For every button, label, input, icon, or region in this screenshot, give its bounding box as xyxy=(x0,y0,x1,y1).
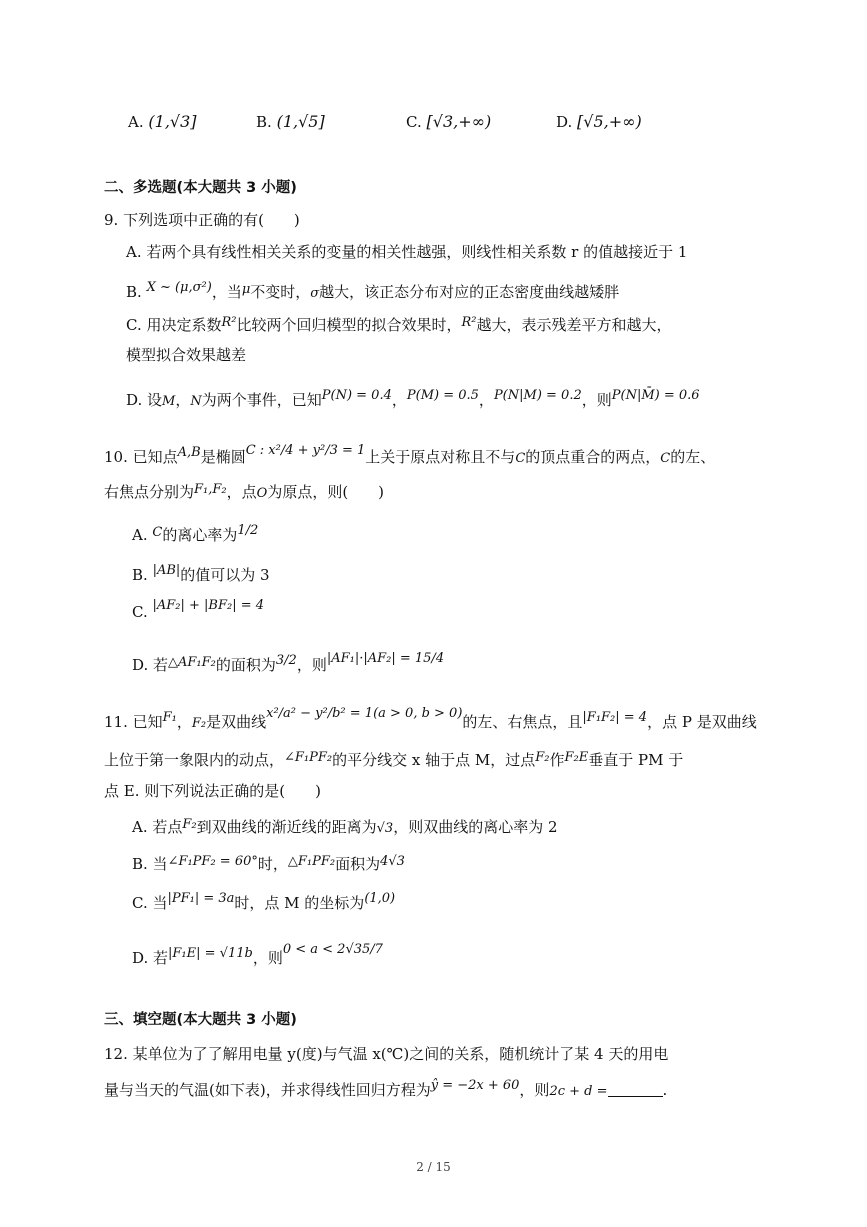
q10-c2: C xyxy=(660,451,671,466)
q9-option-c-r2-second: R² xyxy=(461,315,477,330)
q8-option-b-math: (1,√5] xyxy=(276,112,325,131)
q10-text-d: 的顶点重合的两点， xyxy=(525,448,661,466)
q9-option-d-p4: P(N|M̄) = 0.6 xyxy=(611,388,700,403)
q8-option-c-label: C. xyxy=(406,113,422,131)
q11-l2-f2e: F₂E xyxy=(564,750,589,765)
q9-option-c-line2: 模型拟合效果越差 xyxy=(126,346,247,364)
q9-option-d-p2: P(M) = 0.5 xyxy=(406,388,479,403)
q11-text-e: ，点 P 是双曲线 xyxy=(647,713,757,731)
q10-origin: O xyxy=(256,486,268,501)
section-heading-multiple-choice: 二、多选题(本大题共 3 小题) xyxy=(104,180,297,196)
q11-option-d-value: 0 < a < 2√35/7 xyxy=(282,942,383,957)
q9-option-c-text-c: 越大，表示残差平方和越大， xyxy=(476,316,672,334)
q12-text-a: 量与当天的气温(如下表)，并求得线性回归方程为 xyxy=(104,1081,431,1099)
q10-points-ab: A,B xyxy=(177,445,201,460)
q9-option-d-text-c: 为两个事件，已知 xyxy=(201,391,322,409)
q11-l2-f2: F₂ xyxy=(535,750,550,765)
q11-option-d-text-b: ，则 xyxy=(252,949,283,967)
q10-l2-text-a: 右焦点分别为 xyxy=(104,483,195,501)
q9-option-d-n: N xyxy=(190,394,202,409)
q11-option-b-text-b: 时， xyxy=(257,855,288,873)
q11-option-b xyxy=(132,854,405,876)
q10-l2-text-c: 为原点，则( ) xyxy=(267,483,385,501)
q11-option-b-triangle: △F₁PF₂ xyxy=(287,854,336,869)
q9-option-d-p1: P(N) = 0.4 xyxy=(321,388,392,403)
q9-option-d: D. 设M，N为两个事件，已知P(N) = 0.4，P(M) = 0.5，P(N|M) = 0.2，则P(N|M̄) = 0.6 xyxy=(126,388,700,409)
q10-foci: F₁,F₂ xyxy=(194,482,227,497)
q10-option-b-text: 的值可以为 3 xyxy=(180,566,270,584)
q11-option-c xyxy=(132,893,395,915)
q10-option-b-label: B. xyxy=(132,566,148,584)
q10-option-c-math: |AF₂| + |BF₂| = 4 xyxy=(152,598,265,613)
q11-option-b-value: 4√3 xyxy=(380,854,405,869)
q11-option-c-text-a: C. 当 xyxy=(132,894,168,912)
q11-l2-text-a: 上位于第一象限内的动点， xyxy=(104,751,285,769)
q11-l2-text-c: 作 xyxy=(549,751,565,769)
q12-regression-equation: ŷ = −2x + 60 xyxy=(430,1078,520,1093)
q9-option-d-then: ，则 xyxy=(581,391,612,409)
q9-stem: 9. 下列选项中正确的有( ) xyxy=(104,211,300,229)
q8-option-d-label: D. xyxy=(556,113,573,131)
q10-stem-line1 xyxy=(104,443,716,469)
page-number: 2 / 15 xyxy=(416,1160,451,1174)
q8-option-d-math: [√5,+∞) xyxy=(577,112,642,131)
q8-option-d xyxy=(556,112,642,132)
q10-text-b: 是椭圆 xyxy=(200,448,246,466)
q10-option-a-text: 的离心率为 xyxy=(162,526,238,544)
q11-text-b: ， xyxy=(176,713,192,731)
q10-option-d-then: ，则 xyxy=(296,656,327,674)
q10-option-c-label: C. xyxy=(132,603,148,621)
q11-option-c-pf1: |PF₁| = 3a xyxy=(167,891,235,906)
q10-option-d-triangle: △AF₁F₂ xyxy=(168,655,216,670)
q9-option-b-text2: 不变时， xyxy=(250,283,311,301)
q11-option-a-text-c: ，则双曲线的离心率为 2 xyxy=(393,818,558,836)
q10-option-d-math: |AF₁|·|AF₂| = 15/4 xyxy=(326,651,445,666)
q11-focal-distance: |F₁F₂| = 4 xyxy=(582,710,648,725)
q10-option-d-text: 的面积为 xyxy=(215,656,276,674)
q10-text-e: 的左、 xyxy=(670,448,716,466)
q11-option-c-text-b: 时，点 M 的坐标为 xyxy=(234,894,365,912)
q8-option-a-math: (1,√3] xyxy=(148,112,197,131)
q9-option-d-p3: P(N|M) = 0.2 xyxy=(493,388,582,403)
q9-option-c-line1 xyxy=(126,315,672,337)
q10-l2-text-b: ，点 xyxy=(226,483,257,501)
q8-option-c-math: [√3,+∞) xyxy=(426,112,492,131)
q9-option-c-text-b: 比较两个回归模型的拟合效果时， xyxy=(236,316,462,334)
q9-option-b-sigma: σ xyxy=(310,286,320,301)
q11-option-b-angle: ∠F₁PF₂ = 60° xyxy=(167,854,258,869)
q11-option-a-f2: F₂ xyxy=(182,817,197,832)
q10-text-c: 上关于原点对称且不与 xyxy=(365,448,516,466)
q12-stem-line2 xyxy=(104,1080,667,1102)
q9-option-b-mu: μ xyxy=(241,282,251,297)
q8-options-row xyxy=(128,112,197,132)
q11-option-c-value: (1,0) xyxy=(364,891,396,906)
q10-c: C xyxy=(515,451,526,466)
q9-option-c-text-a: C. 用决定系数 xyxy=(126,316,222,334)
q10-option-c xyxy=(132,598,265,624)
q11-option-a-text-b: 到双曲线的渐近线的距离为 xyxy=(196,818,377,836)
q9-option-a: A. 若两个具有线性相关关系的变量的相关性越强，则线性相关系数 r 的值越接近于 1 xyxy=(126,243,688,261)
q11-l2-text-b: 的平分线交 x 轴于点 M，过点 xyxy=(332,751,536,769)
q8-option-b xyxy=(256,112,325,132)
q11-f2: F₂ xyxy=(191,716,207,731)
q11-text-c: 是双曲线 xyxy=(206,713,267,731)
q11-text-a: 11. 已知 xyxy=(104,713,163,731)
q12-end: . xyxy=(662,1081,668,1099)
q11-stem-line1 xyxy=(104,706,757,734)
q11-stem-line3: 点 E. 则下列说法正确的是( ) xyxy=(104,782,321,800)
q10-option-b xyxy=(132,565,270,587)
section-heading-fill-in: 三、填空题(本大题共 3 小题) xyxy=(104,1012,297,1028)
q12-expression: 2c + d = xyxy=(549,1084,608,1099)
q10-option-a-c: C xyxy=(152,525,163,540)
q9-option-b xyxy=(126,282,619,304)
q12-stem-line1: 12. 某单位为了了解用电量 y(度)与气温 x(℃)之间的关系，随机统计了某 4 天的用电 xyxy=(104,1045,669,1063)
q11-f1: F₁ xyxy=(162,710,177,725)
q11-option-a xyxy=(132,817,558,839)
q10-option-b-ab: |AB| xyxy=(152,563,181,578)
q10-option-a xyxy=(132,525,258,547)
q11-option-d-f1e: |F₁E| = √11b xyxy=(168,946,253,961)
q9-option-b-label: B. xyxy=(126,283,142,301)
q11-option-b-text-c: 面积为 xyxy=(335,855,381,873)
q9-option-c-r2: R² xyxy=(221,315,237,330)
q10-option-d xyxy=(132,651,445,677)
q9-option-b-math: X ~ (μ,σ²) xyxy=(146,280,212,295)
q10-option-d-label: D. 若 xyxy=(132,656,169,674)
q9-option-d-text-a: D. 设 xyxy=(126,391,163,409)
q10-option-d-fraction: 3/2 xyxy=(275,653,297,668)
q8-option-b-label: B. xyxy=(256,113,272,131)
q11-text-d: 的左、右焦点，且 xyxy=(462,713,583,731)
q9-option-b-text3: 越大，该正态分布对应的正态密度曲线越矮胖 xyxy=(319,283,620,301)
q11-hyperbola-equation: x²/a² − y²/b² = 1(a > 0, b > 0) xyxy=(266,706,463,721)
q9-option-b-text1: ，当 xyxy=(211,283,242,301)
q10-text-a: 10. 已知点 xyxy=(104,448,178,466)
q11-option-b-text-a: B. 当 xyxy=(132,855,168,873)
q11-option-d-text-a: D. 若 xyxy=(132,949,169,967)
q10-stem-line2 xyxy=(104,482,384,504)
q10-ellipse-equation: C : x²/4 + y²/3 = 1 xyxy=(245,443,366,458)
q9-option-d-text-b: ， xyxy=(175,391,191,409)
q8-option-c xyxy=(406,112,491,132)
q11-l2-text-d: 垂直于 PM 于 xyxy=(588,751,684,769)
q11-option-d xyxy=(132,942,383,970)
q10-option-a-fraction: 1/2 xyxy=(237,523,259,538)
q11-option-a-sqrt: √3 xyxy=(376,821,394,836)
q11-angle: ∠F₁PF₂ xyxy=(284,750,333,765)
q10-option-a-label: A. xyxy=(132,526,148,544)
q9-option-d-m: M xyxy=(162,394,176,409)
q12-answer-blank[interactable] xyxy=(608,1082,663,1097)
q11-stem-line2 xyxy=(104,750,683,772)
q11-option-a-text-a: A. 若点 xyxy=(132,818,183,836)
q8-option-a-label: A. xyxy=(128,113,144,131)
q12-text-b: ，则 xyxy=(519,1081,550,1099)
